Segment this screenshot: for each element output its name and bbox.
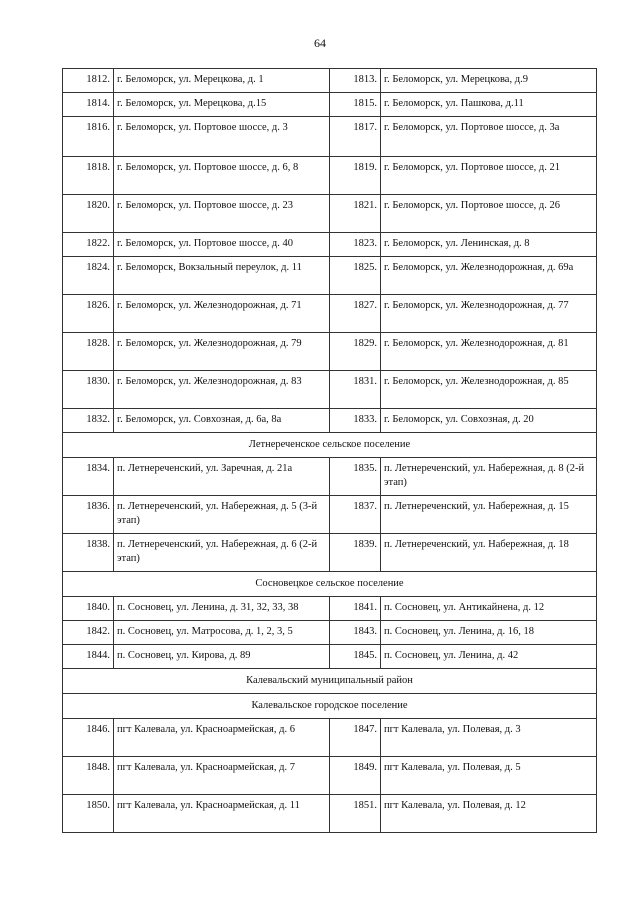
table-row — [63, 621, 597, 645]
entry-address: п. Сосновец, ул. Ленина, д. 42 — [381, 645, 597, 669]
entry-number: 1846. — [63, 719, 114, 757]
entry-address: г. Беломорск, ул. Совхозная, д. 20 — [381, 409, 597, 433]
entry-address: г. Беломорск, ул. Железнодорожная, д. 83 — [114, 371, 330, 409]
section-header-row — [63, 694, 597, 719]
entry-address: п. Летнереченский, ул. Набережная, д. 8 (2-й этап) — [381, 458, 597, 496]
entry-number: 1847. — [330, 719, 381, 757]
table-row — [63, 371, 597, 409]
entry-address: г. Беломорск, ул. Совхозная, д. 6а, 8а — [114, 409, 330, 433]
entry-number: 1832. — [63, 409, 114, 433]
entry-number: 1830. — [63, 371, 114, 409]
table-row — [63, 295, 597, 333]
entry-address: г. Беломорск, ул. Портовое шоссе, д. 23 — [114, 195, 330, 233]
entry-number: 1836. — [63, 496, 114, 534]
entry-number: 1829. — [330, 333, 381, 371]
entry-address: г. Беломорск, ул. Железнодорожная, д. 81 — [381, 333, 597, 371]
table-row — [63, 534, 597, 572]
page-number: 64 — [314, 36, 326, 50]
section-title: Калевальское городское поселение — [63, 694, 597, 719]
entry-address: г. Беломорск, ул. Железнодорожная, д. 79 — [114, 333, 330, 371]
table-row — [63, 69, 597, 93]
entry-number: 1839. — [330, 534, 381, 572]
entry-number: 1821. — [330, 195, 381, 233]
entry-number: 1820. — [63, 195, 114, 233]
entry-number: 1849. — [330, 757, 381, 795]
entry-address: пгт Калевала, ул. Красноармейская, д. 7 — [114, 757, 330, 795]
address-table — [62, 68, 597, 833]
entry-number: 1831. — [330, 371, 381, 409]
entry-address: г. Беломорск, ул. Портовое шоссе, д. 3 — [114, 117, 330, 157]
entry-address: г. Беломорск, ул. Мерецкова, д.15 — [114, 93, 330, 117]
entry-number: 1816. — [63, 117, 114, 157]
entry-address: пгт Калевала, ул. Полевая, д. 12 — [381, 795, 597, 833]
entry-address: г. Беломорск, ул. Мерецкова, д. 1 — [114, 69, 330, 93]
table-row — [63, 597, 597, 621]
section-header-row — [63, 572, 597, 597]
entry-number: 1843. — [330, 621, 381, 645]
table-row — [63, 257, 597, 295]
entry-address: пгт Калевала, ул. Красноармейская, д. 6 — [114, 719, 330, 757]
entry-number: 1837. — [330, 496, 381, 534]
entry-number: 1851. — [330, 795, 381, 833]
entry-number: 1818. — [63, 157, 114, 195]
entry-address: пгт Калевала, ул. Полевая, д. 3 — [381, 719, 597, 757]
address-table-body — [63, 69, 597, 833]
table-row — [63, 795, 597, 833]
entry-address: г. Беломорск, ул. Железнодорожная, д. 69а — [381, 257, 597, 295]
entry-number: 1838. — [63, 534, 114, 572]
table-row — [63, 645, 597, 669]
entry-number: 1825. — [330, 257, 381, 295]
entry-address: г. Беломорск, ул. Портовое шоссе, д. 3а — [381, 117, 597, 157]
entry-number: 1812. — [63, 69, 114, 93]
entry-number: 1815. — [330, 93, 381, 117]
entry-number: 1844. — [63, 645, 114, 669]
section-title: Калевальский муниципальный район — [63, 669, 597, 694]
entry-address: пгт Калевала, ул. Красноармейская, д. 11 — [114, 795, 330, 833]
table-row — [63, 233, 597, 257]
entry-number: 1814. — [63, 93, 114, 117]
entry-number: 1824. — [63, 257, 114, 295]
entry-address: п. Летнереченский, ул. Заречная, д. 21а — [114, 458, 330, 496]
entry-number: 1842. — [63, 621, 114, 645]
entry-number: 1850. — [63, 795, 114, 833]
entry-address: п. Летнереченский, ул. Набережная, д. 15 — [381, 496, 597, 534]
entry-address: пгт Калевала, ул. Полевая, д. 5 — [381, 757, 597, 795]
table-row — [63, 93, 597, 117]
entry-number: 1817. — [330, 117, 381, 157]
entry-address: п. Летнереченский, ул. Набережная, д. 18 — [381, 534, 597, 572]
table-row — [63, 757, 597, 795]
entry-address: п. Сосновец, ул. Антикайнена, д. 12 — [381, 597, 597, 621]
entry-address: г. Беломорск, ул. Портовое шоссе, д. 21 — [381, 157, 597, 195]
entry-address: г. Беломорск, ул. Железнодорожная, д. 77 — [381, 295, 597, 333]
entry-number: 1840. — [63, 597, 114, 621]
section-title: Летнереченское сельское поселение — [63, 433, 597, 458]
entry-number: 1826. — [63, 295, 114, 333]
entry-address: г. Беломорск, Вокзальный переулок, д. 11 — [114, 257, 330, 295]
entry-number: 1827. — [330, 295, 381, 333]
entry-number: 1848. — [63, 757, 114, 795]
entry-address: г. Беломорск, ул. Мерецкова, д.9 — [381, 69, 597, 93]
section-header-row — [63, 433, 597, 458]
entry-address: г. Беломорск, ул. Портовое шоссе, д. 40 — [114, 233, 330, 257]
entry-address: г. Беломорск, ул. Портовое шоссе, д. 6, 8 — [114, 157, 330, 195]
table-row — [63, 409, 597, 433]
entry-number: 1834. — [63, 458, 114, 496]
entry-address: п. Сосновец, ул. Матросова, д. 1, 2, 3, 5 — [114, 621, 330, 645]
entry-number: 1841. — [330, 597, 381, 621]
entry-number: 1833. — [330, 409, 381, 433]
entry-address: п. Сосновец, ул. Ленина, д. 16, 18 — [381, 621, 597, 645]
table-row — [63, 458, 597, 496]
entry-address: г. Беломорск, ул. Железнодорожная, д. 71 — [114, 295, 330, 333]
section-header-row — [63, 669, 597, 694]
entry-number: 1828. — [63, 333, 114, 371]
table-row — [63, 496, 597, 534]
table-row — [63, 117, 597, 157]
entry-address: п. Летнереченский, ул. Набережная, д. 5 (3-й этап) — [114, 496, 330, 534]
entry-number: 1835. — [330, 458, 381, 496]
entry-address: г. Беломорск, ул. Железнодорожная, д. 85 — [381, 371, 597, 409]
table-row — [63, 195, 597, 233]
entry-address: п. Сосновец, ул. Ленина, д. 31, 32, 33, 38 — [114, 597, 330, 621]
entry-address: г. Беломорск, ул. Пашкова, д.11 — [381, 93, 597, 117]
entry-address: г. Беломорск, ул. Ленинская, д. 8 — [381, 233, 597, 257]
section-title: Сосновецкое сельское поселение — [63, 572, 597, 597]
entry-number: 1823. — [330, 233, 381, 257]
entry-number: 1845. — [330, 645, 381, 669]
entry-number: 1822. — [63, 233, 114, 257]
entry-address: п. Сосновец, ул. Кирова, д. 89 — [114, 645, 330, 669]
entry-address: г. Беломорск, ул. Портовое шоссе, д. 26 — [381, 195, 597, 233]
entry-number: 1819. — [330, 157, 381, 195]
table-row — [63, 157, 597, 195]
table-row — [63, 719, 597, 757]
table-row — [63, 333, 597, 371]
entry-address: п. Летнереченский, ул. Набережная, д. 6 (2-й этап) — [114, 534, 330, 572]
entry-number: 1813. — [330, 69, 381, 93]
